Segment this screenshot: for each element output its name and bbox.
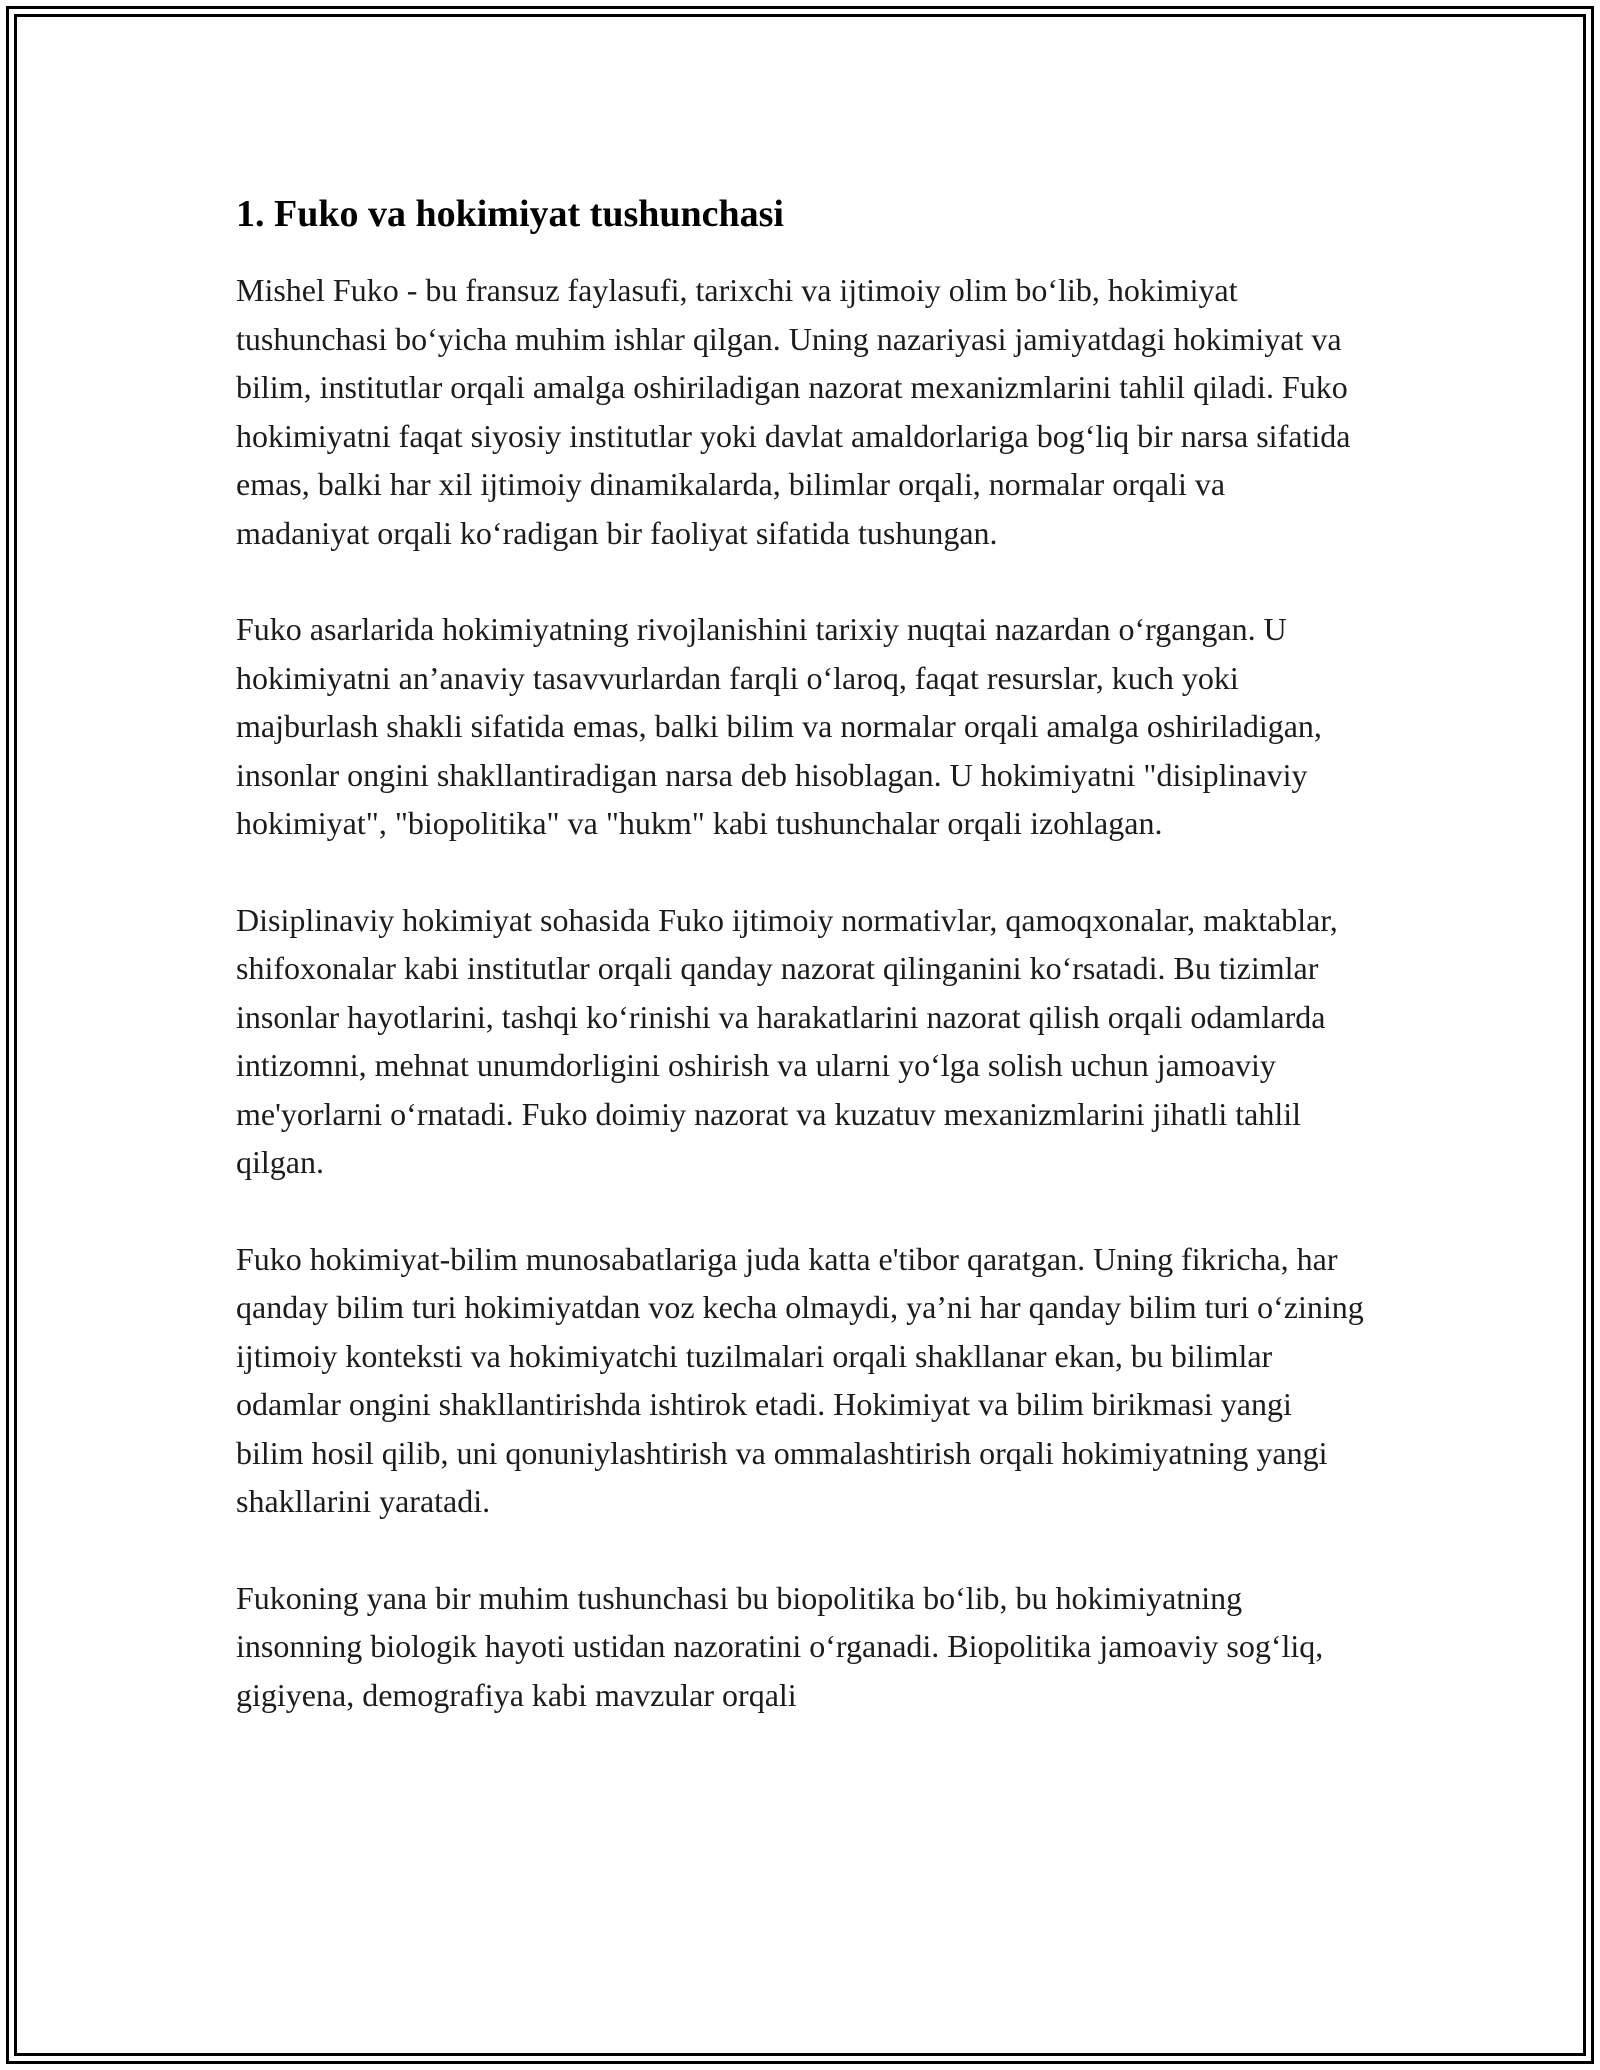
paragraph-3: Disiplinaviy hokimiyat sohasida Fuko ijtimoiy normativlar, qamoqxonalar, maktablar, shifoxonalar kabi institutlar orqali qanday nazorat qilinganini ko‘rsatadi. Bu tizimlar insonlar hayotlarini, tashqi ko‘rinishi va harakatlarini nazorat qilish orqali odamlarda intizomni, mehnat unumdorligini oshirish va ularni yo‘lga solish uchun jamoaviy me'yorlarni o‘rnatadi. Fuko doimiy nazorat va kuzatuv mexanizmlarini jihatli tahlil qilgan. <box>236 901 1338 1180</box>
paragraph-4: Fuko hokimiyat-bilim munosabatlariga juda katta e'tibor qaratgan. Uning fikricha, har qanday bilim turi hokimiyatdan voz kecha olmaydi, ya’ni har qanday bilim turi o‘zining ijtimoiy konteksti va hokimiyatchi tuzilmalari orqali shakllanar ekan, bu bilimlar odamlar ongini shakllantirishda ishtirok etadi. Hokimiyat va bilim birikmasi yangi bilim hosil qilib, uni qonuniylashtirish va ommalashtirish orqali hokimiyatning yangi shakllarini yaratadi. <box>236 1240 1364 1519</box>
document-body <box>236 186 1366 1767</box>
section-heading: 1. Fuko va hokimiyat tushunchasi <box>236 193 784 235</box>
paragraph-1: Mishel Fuko - bu fransuz faylasufi, tarixchi va ijtimoiy olim bo‘lib, hokimiyat tushunchasi bo‘yicha muhim ishlar qilgan. Uning nazariyasi jamiyatdagi hokimiyat va bilim, institutlar orqali amalga oshiriladigan nazorat mexanizmlarini tahlil qiladi. Fuko hokimiyatni faqat siyosiy institutlar yoki davlat amaldorlariga bog‘liq bir narsa sifatida emas, balki har xil ijtimoiy dinamikalarda, bilimlar orqali, normalar orqali va madaniyat orqali ko‘radigan bir faoliyat sifatida tushungan. <box>236 272 1351 551</box>
paragraph-5: Fukoning yana bir muhim tushunchasi bu biopolitika bo‘lib, bu hokimiyatning insonning biologik hayoti ustidan nazoratini o‘rganadi. Biopolitika jamoaviy sog‘liq, gigiyena, demografiya kabi mavzular orqali <box>236 1579 1324 1713</box>
paragraph-2: Fuko asarlarida hokimiyatning rivojlanishini tarixiy nuqtai nazardan o‘rgangan. U hokimiyatni an’anaviy tasavvurlardan farqli o‘laroq, faqat resurslar, kuch yoki majburlash shakli sifatida emas, balki bilim va normalar orqali amalga oshiriladigan, insonlar ongini shakllantiradigan narsa deb hisoblagan. U hokimiyatni "disiplinaviy hokimiyat", "biopolitika" va "hukm" kabi tushunchalar orqali izohlagan. <box>236 611 1322 841</box>
